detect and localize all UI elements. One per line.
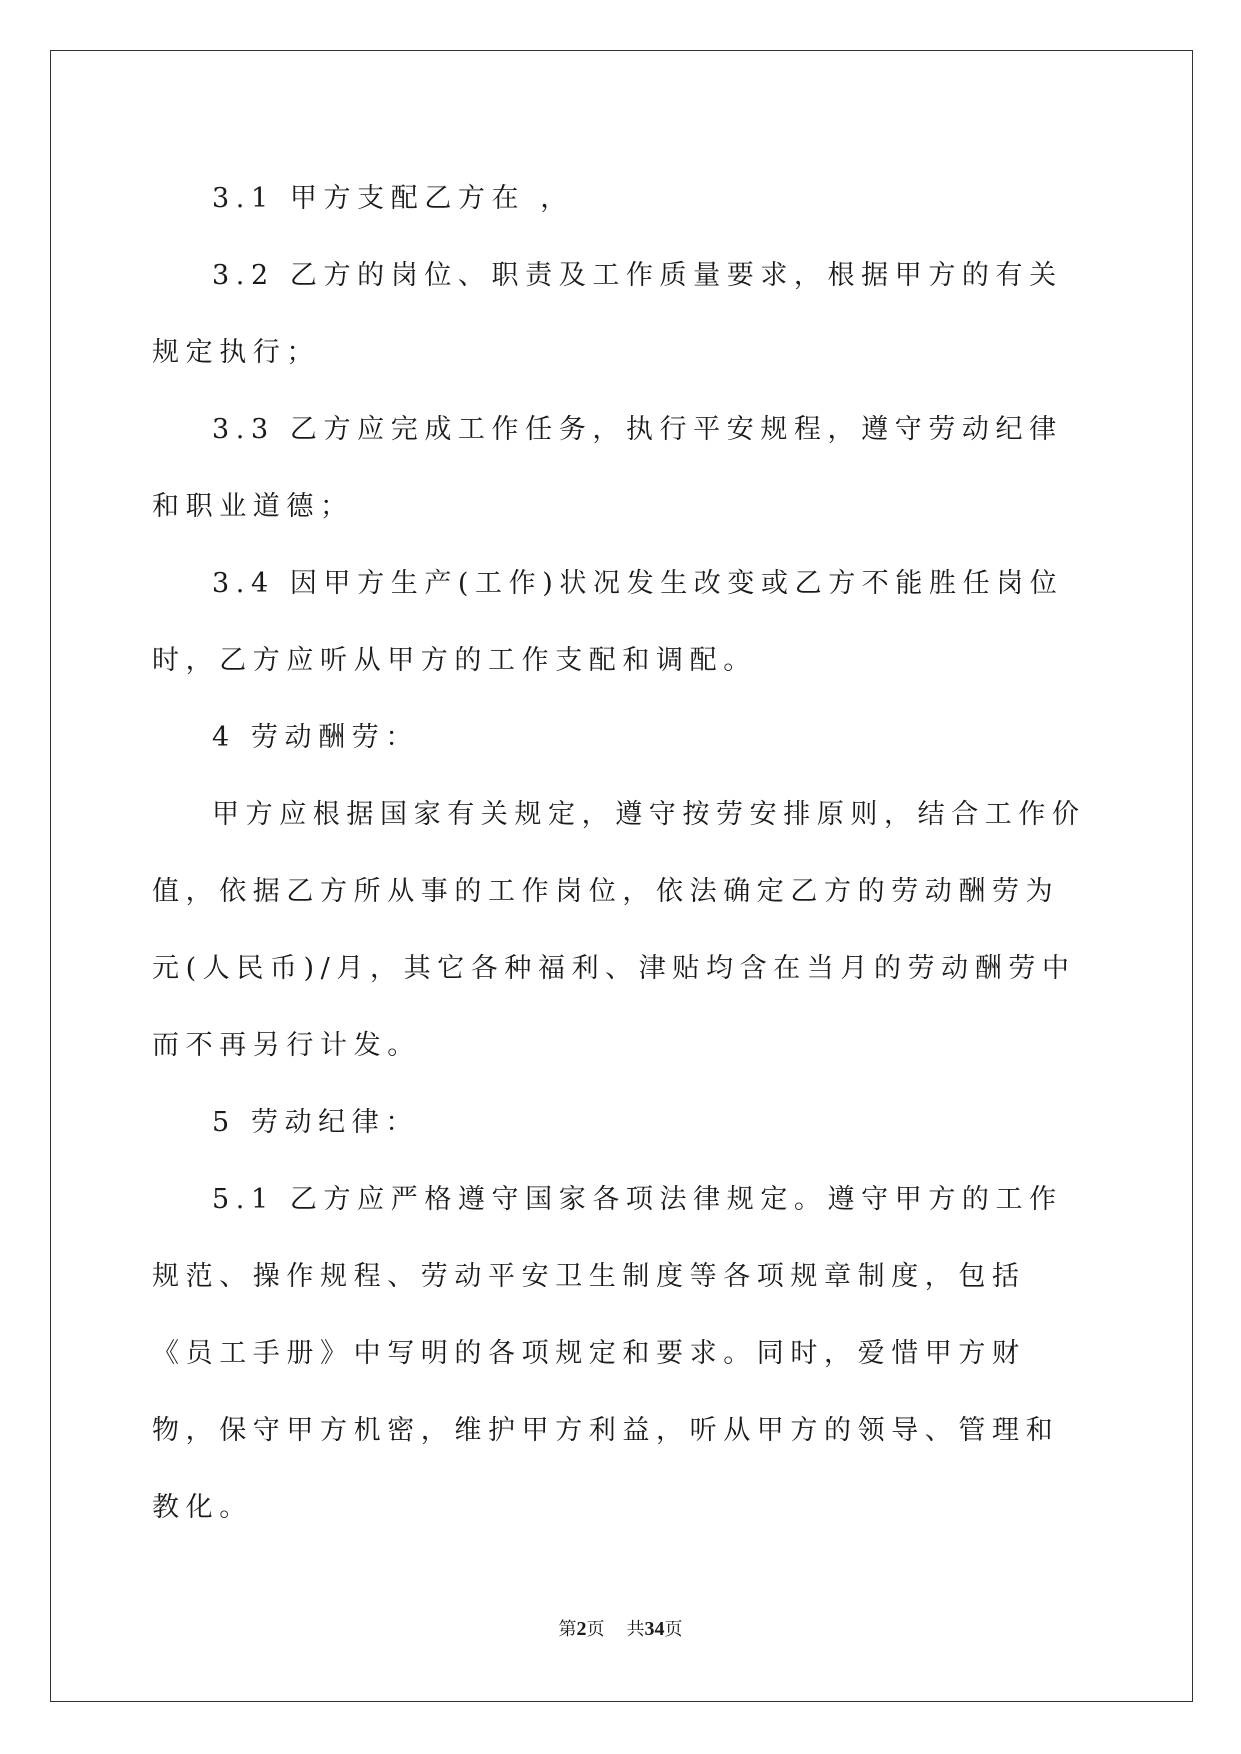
paragraph-4-body: 甲方应根据国家有关规定，遵守按劳安排原则，结合工作价值，依据乙方所从事的工作岗位，依法确定乙方的劳动酬劳为 元(人民币)/月，其它各种福利、津贴均含在当月的劳动酬劳中而不再另行计发。 (152, 799, 1086, 1061)
section-heading-4: 4 劳动酬劳： (212, 722, 419, 753)
page-unit: 页 (586, 1619, 605, 1640)
page-prefix: 第 (558, 1619, 577, 1640)
paragraph-3-3: 3.3 乙方应完成工作任务，执行平安规程，遵守劳动纪律和职业道德； (152, 414, 1063, 522)
total-unit: 页 (664, 1619, 683, 1640)
paragraph-3-1: 3.1 甲方支配乙方在 ， (212, 183, 574, 214)
page-footer (0, 1615, 1241, 1641)
document-body (152, 160, 1092, 1546)
page-total: 34 (644, 1618, 665, 1640)
paragraph-3-4: 3.4 因甲方生产(工作)状况发生改变或乙方不能胜任岗位时，乙方应听从甲方的工作支配和调配。 (152, 568, 1064, 676)
paragraph-5-1: 5.1 乙方应严格遵守国家各项法律规定。遵守甲方的工作规范、操作规程、劳动平安卫生制度等各项规章制度，包括《员工手册》中写明的各项规定和要求。同时，爱惜甲方财物，保守甲方机密，维护甲方利益，听从甲方的领导、管理和教化。 (152, 1184, 1063, 1523)
section-heading-5: 5 劳动纪律： (212, 1107, 419, 1138)
total-prefix: 共 (626, 1619, 645, 1640)
page-number: 2 (576, 1618, 587, 1640)
paragraph-3-2: 3.2 乙方的岗位、职责及工作质量要求，根据甲方的有关规定执行； (152, 260, 1063, 368)
